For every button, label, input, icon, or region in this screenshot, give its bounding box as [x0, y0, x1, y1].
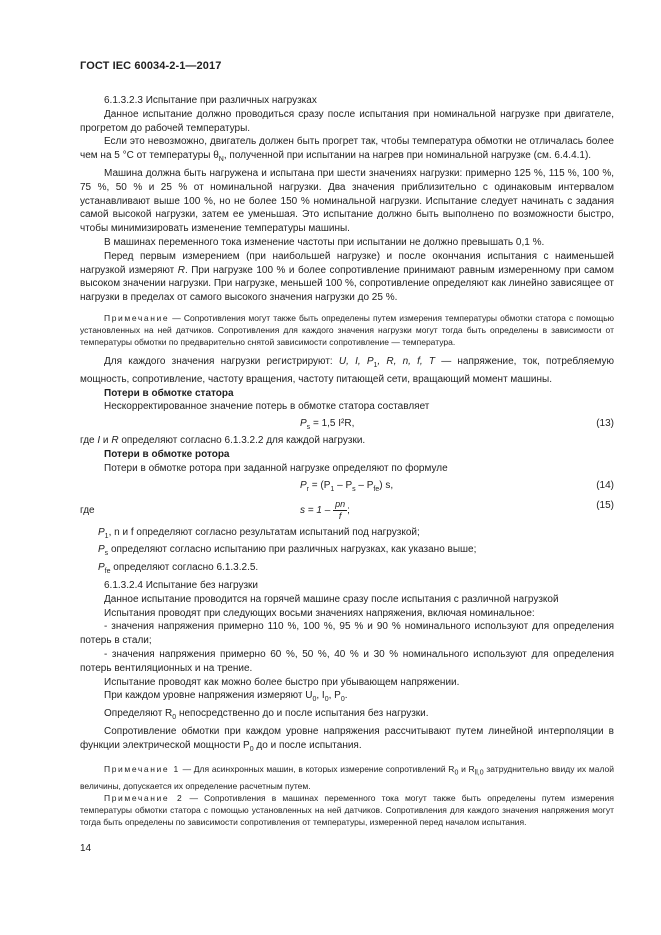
paragraph: Если это невозможно, двигатель должен быть прогрет так, чтобы температура обмотки не отличалась более чем на 5 °С от температуры $\theta_N$, полученной при испытании на нагрев при номинальной нагрузке (см. 6.4.4.1). — [80, 136, 614, 164]
paragraph: Потери в обмотке ротора при заданной нагрузке определяют по формуле — [104, 462, 448, 474]
formula-14-expression: $P_r = (P_1 - P_s - P_{fe})$ s, — [300, 479, 394, 493]
paragraph: Для каждого значения нагрузки регистрируют: U, I, $P_1$, R, n, f, T — напряжение, ток, потребляемую мощность, сопротивление, частоту вращения, частоту питающей сети, вращающий момент машины. — [80, 355, 614, 385]
paragraph: Испытание проводят как можно более быстро при убывающем напряжении. — [104, 676, 460, 688]
paragraph: Перед первым измерением (при наибольшей нагрузке) и после окончания испытания с наименьшей нагрузкой измеряют R. При нагрузке 100 % и более сопротивление принимают равным измеренному при самом высоком значении нагрузки. При нагрузке, меньшей 100 %, сопротивление определяют как линейно зависящее от нагрузки в пределах от самого высокого значения нагрузки до 25 %. — [80, 250, 614, 304]
paragraph: Испытания проводят при следующих восьми значениях напряжения, включая номинальное: — [104, 607, 535, 619]
definition-line: $P_s$ определяют согласно испытанию при различных нагрузках, как указано выше; — [98, 544, 477, 558]
formula-14 — [80, 476, 614, 496]
where-label: где — [80, 504, 95, 516]
formula-13-expression: $P_s = 1,5$ I²R, — [300, 418, 355, 432]
page-number: 14 — [80, 843, 92, 854]
paragraph: Данное испытание должно проводиться сразу после испытания при номинальной нагрузке при двигателе, прогретом до рабочей температуры. — [80, 108, 614, 134]
formula-13-number: (13) — [596, 418, 614, 430]
bullet-item: - значения напряжения примерно 110 %, 100 %, 95 % и 90 % номинального используют для определения потерь в стали; — [80, 621, 614, 647]
paragraph: Машина должна быть нагружена и испытана при шести значениях нагрузки: примерно 125 %, 115 %, 100 %, 75 %, 50 % и 25 % от номинальной нагрузки. Два значения приблизительно с одинаковым интервалом устанавливают выше 100 %, но не более 150 % номинальной нагрузки. Испытание следует начинать с задания самой высокой нагрузки, затем ее уменьшая. Это испытание должно быть выполнено по возможности быстро, чтобы минимизировать изменение температуры машины. — [80, 167, 614, 235]
paragraph: При каждом уровне напряжения измеряют $U_0$, $I_0$, $P_0$. — [104, 690, 348, 704]
subheading-rotor-losses: Потери в обмотке ротора — [104, 448, 230, 460]
note: Примечание — Сопротивления могут также быть определены путем измерения температуры обмотки статора с помощью установленных на ней датчиков. Сопротивления для каждого значения нагрузки могут тогда быть определены в зависимости от температуры обмотки по предварительно снятой зависимости сопротивление — температура. — [80, 312, 614, 347]
paragraph: где I и R определяют согласно 6.1.3.2.2 для каждой нагрузки. — [80, 435, 366, 447]
formula-15 — [80, 496, 614, 526]
fraction: $\frac{pn}{f}$ — [335, 498, 346, 521]
paragraph: Нескорректированное значение потерь в обмотке статора составляет — [104, 401, 430, 413]
paragraph: Данное испытание проводится на горячей машине сразу после испытания с различной нагрузкой — [104, 593, 559, 605]
document-body — [80, 94, 614, 835]
note-1: Примечание 1 — Для асинхронных машин, в которых измерение сопротивлений $R_0$ и $R_{ll,0}$ затруднительно ввиду их малой величины, допускается их определение расчетным путем. — [80, 764, 614, 792]
paragraph: В машинах переменного тока изменение частоты при испытании не должно превышать 0,1 %. — [104, 236, 545, 248]
standard-header: ГОСТ IEC 60034-2-1—2017 — [80, 60, 222, 72]
formula-14-number: (14) — [596, 479, 614, 491]
formula-15-number: (15) — [596, 499, 614, 511]
definition-line: $P_{fe}$ определяют согласно 6.1.3.2.5. — [98, 562, 259, 576]
bullet-item: - значения напряжения примерно 60 %, 50 %, 40 % и 30 % номинального используют для определения потерь вентиляционных и на трение. — [80, 648, 614, 674]
section-heading-variable-load: 6.1.3.2.3 Испытание при различных нагрузках — [104, 95, 317, 106]
note-2: Примечание 2 — Сопротивления в машинах переменного тока могут также быть определены путем измерения температуры обмотки статора с помощью установленных на ней датчиков. Сопротивления для каждого значения напряжения могут тогда быть определены по зависимости сопротивления от температуры, измеренной перед началом испытания. — [80, 793, 614, 828]
section-heading-no-load: 6.1.3.2.4 Испытание без нагрузки — [104, 579, 259, 591]
paragraph: Определяют $R_0$ непосредственно до и после испытания без нагрузки. — [104, 708, 429, 722]
paragraph: Сопротивление обмотки при каждом уровне напряжения рассчитывают путем линейной интерполяции в функции электрической мощности $P_0$ до и после испытания. — [80, 725, 614, 753]
formula-15-expression: s = 1 – $\frac{pn}{f}$ ; — [300, 498, 350, 521]
subheading-stator-losses: Потери в обмотке статора — [104, 387, 234, 399]
definition-line: $P_1$, n и f определяют согласно результатам испытаний под нагрузкой; — [98, 526, 420, 540]
formula-13 — [80, 414, 614, 434]
